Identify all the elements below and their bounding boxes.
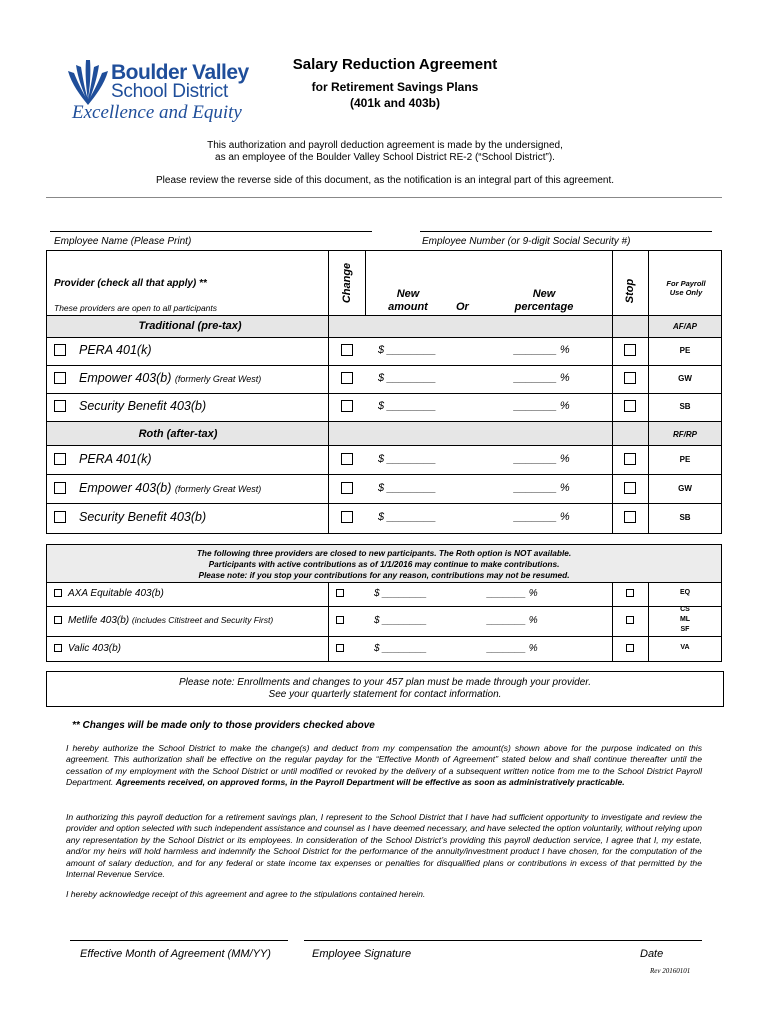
date-label: Date <box>640 948 664 960</box>
roth-payroll-code: PE <box>679 455 691 464</box>
roth-stop-checkbox[interactable] <box>624 453 636 465</box>
provider-header: Provider (check all that apply) ** <box>54 278 207 289</box>
closed-provider-checkbox[interactable] <box>54 644 62 652</box>
logo-line3: Excellence and Equity <box>72 102 242 123</box>
note-457-line2: See your quarterly statement for contact information. <box>268 689 502 700</box>
closed-stop-checkbox[interactable] <box>626 616 634 624</box>
closed-payroll-code: VA <box>680 644 690 651</box>
closed-provider-name <box>68 588 164 599</box>
note-457-line1: Please note: Enrollments and changes to your 457 plan must be made through your provider. <box>178 677 592 688</box>
roth-provider-checkbox[interactable] <box>54 453 66 465</box>
effective-month-label: Effective Month of Agreement (MM/YY) <box>80 948 271 960</box>
traditional-stop-checkbox[interactable] <box>624 400 636 412</box>
closed-amount-field[interactable]: $ ________ <box>374 615 427 626</box>
provider-note: (formerly Great West) <box>174 484 262 494</box>
closed-provider-name-text: Metlife 403(b) <box>68 615 130 626</box>
traditional-change-checkbox[interactable] <box>341 400 353 412</box>
changes-note: ** Changes will be made only to those providers checked above <box>72 720 375 731</box>
open-providers-note: These providers are open to all participants <box>54 303 218 313</box>
closed-percentage-field[interactable]: _______ % <box>487 588 538 599</box>
signature-label: Employee Signature <box>312 948 412 960</box>
traditional-provider-name <box>79 343 151 357</box>
closed-note-3: Please note: if you stop your contributions for any reason, contributions may not be resumed. <box>198 570 570 580</box>
payroll-header-2: Use Only <box>669 288 703 297</box>
closed-payroll-code: CS <box>680 606 690 613</box>
closed-stop-checkbox[interactable] <box>626 589 634 597</box>
roth-percentage-field[interactable]: _______ % <box>514 511 570 523</box>
logo-line2: School District <box>111 81 228 102</box>
traditional-provider-name <box>79 399 206 413</box>
roth-provider-checkbox[interactable] <box>54 482 66 494</box>
traditional-provider-checkbox[interactable] <box>54 344 66 356</box>
new-amount-header-2: amount <box>388 301 428 313</box>
closed-provider-name <box>68 615 273 626</box>
employee-number-label: Employee Number (or 9-digit Social Security #) <box>422 236 631 247</box>
roth-amount-field[interactable]: $ ________ <box>378 482 437 494</box>
header-divider <box>46 197 722 198</box>
intro-line-2: as an employee of the Boulder Valley School District RE-2 (“School District”). <box>215 152 555 163</box>
logo-line1: Boulder Valley <box>111 61 249 84</box>
reverse-notice: Please review the reverse side of this document, as the notification is an integral part of this agreement. <box>155 175 615 186</box>
roth-section-title: Roth (after-tax) <box>138 428 218 440</box>
roth-stop-checkbox[interactable] <box>624 511 636 523</box>
traditional-payroll-code: GW <box>678 374 692 383</box>
employee-number-line[interactable] <box>420 231 712 232</box>
traditional-stop-checkbox[interactable] <box>624 372 636 384</box>
closed-provider-checkbox[interactable] <box>54 616 62 624</box>
page-title: Salary Reduction Agreement <box>292 56 498 73</box>
authorization-paragraph <box>66 743 702 789</box>
roth-amount-field[interactable]: $ ________ <box>378 453 437 465</box>
roth-provider-name <box>79 481 261 495</box>
traditional-payroll-code: PE <box>679 346 691 355</box>
authorization-effective-text: Agreements received, on approved forms, in the Payroll Department will be effective as soon as administratively practicable. <box>115 777 625 788</box>
provider-name-text: Security Benefit 403(b) <box>79 510 207 524</box>
new-pct-header-1: New <box>532 288 556 300</box>
district-logo-icon <box>66 57 110 107</box>
or-header: Or <box>456 301 469 313</box>
provider-name-text: Security Benefit 403(b) <box>79 399 207 413</box>
closed-percentage-field[interactable]: _______ % <box>487 643 538 654</box>
roth-provider-name <box>79 510 206 524</box>
roth-change-checkbox[interactable] <box>341 453 353 465</box>
closed-note-2: Participants with active contributions as of 1/1/2016 may continue to make contributions. <box>208 559 560 569</box>
closed-change-checkbox[interactable] <box>336 589 344 597</box>
new-pct-header-2: percentage <box>514 301 574 313</box>
closed-provider-checkbox[interactable] <box>54 589 62 597</box>
traditional-amount-field[interactable]: $ ________ <box>378 344 437 356</box>
roth-percentage-field[interactable]: _______ % <box>514 482 570 494</box>
employee-name-line[interactable] <box>50 231 372 232</box>
traditional-provider-checkbox[interactable] <box>54 372 66 384</box>
traditional-percentage-field[interactable]: _______ % <box>514 400 570 412</box>
roth-code: RF/RP <box>673 430 697 439</box>
closed-provider-name-text: AXA Equitable 403(b) <box>68 588 164 599</box>
closed-percentage-field[interactable]: _______ % <box>487 615 538 626</box>
roth-stop-checkbox[interactable] <box>624 482 636 494</box>
representation-paragraph: In authorizing this payroll deduction for a retirement savings plan, I represent to the School District that I have had sufficient opportunity to investigate and review the provider and option selected with such independent assistance and counsel as I have deemed necessary, and have selected the option voluntarily, without relying upon any representation by the School District or its employees. In consideration of the School District’s providing this payroll deduction service, I agree that I, my estate, and/or my heirs will hold harmless and indemnify the School District for the performance of the annuity/investment product I have chosen, for the computation of the amount of salary deduction, and for any federal or state income tax expenses or penalties for disqualified plans or contributions in excess of that permitted by the Internal Revenue Service. <box>66 812 702 880</box>
employee-name-label: Employee Name (Please Print) <box>54 236 192 247</box>
closed-note-1: The following three providers are closed to new participants. The Roth option is NOT available. <box>196 548 572 558</box>
provider-name-text: PERA 401(k) <box>79 343 152 357</box>
closed-change-checkbox[interactable] <box>336 644 344 652</box>
provider-name-text: Empower 403(b) <box>79 481 172 495</box>
traditional-change-checkbox[interactable] <box>341 372 353 384</box>
provider-note: (formerly Great West) <box>174 374 262 384</box>
signature-line[interactable] <box>304 940 702 941</box>
acknowledgement-paragraph: I hereby acknowledge receipt of this agreement and agree to the stipulations contained herein. <box>66 889 426 899</box>
stop-column-header: Stop <box>624 278 636 304</box>
closed-payroll-code: SF <box>680 626 690 633</box>
closed-payroll-code: EQ <box>679 589 691 596</box>
roth-provider-checkbox[interactable] <box>54 511 66 523</box>
roth-provider-name <box>79 452 151 466</box>
closed-provider-note: (includes Citistreet and Security First) <box>131 615 274 625</box>
closed-amount-field[interactable]: $ ________ <box>374 643 427 654</box>
intro-line-1: This authorization and payroll deduction agreement is made by the undersigned, <box>207 140 563 151</box>
traditional-code: AF/AP <box>673 322 697 331</box>
traditional-stop-checkbox[interactable] <box>624 344 636 356</box>
traditional-change-checkbox[interactable] <box>341 344 353 356</box>
roth-payroll-code: GW <box>678 484 692 493</box>
change-column-header: Change <box>341 262 353 304</box>
closed-change-checkbox[interactable] <box>336 616 344 624</box>
closed-provider-name-text: Valic 403(b) <box>68 643 121 654</box>
traditional-payroll-code: SB <box>679 402 691 411</box>
payroll-header-1: For Payroll <box>666 279 706 288</box>
provider-name-text: PERA 401(k) <box>79 452 152 466</box>
closed-payroll-code: ML <box>679 616 691 623</box>
roth-change-checkbox[interactable] <box>341 482 353 494</box>
traditional-amount-field[interactable]: $ ________ <box>378 400 437 412</box>
roth-percentage-field[interactable]: _______ % <box>514 453 570 465</box>
revision-label: Rev 20160101 <box>650 967 691 975</box>
traditional-amount-field[interactable]: $ ________ <box>378 372 437 384</box>
roth-change-checkbox[interactable] <box>341 511 353 523</box>
new-amount-header-1: New <box>396 288 420 300</box>
provider-name-text: Empower 403(b) <box>79 371 172 385</box>
traditional-percentage-field[interactable]: _______ % <box>514 344 570 356</box>
roth-amount-field[interactable]: $ ________ <box>378 511 437 523</box>
roth-payroll-code: SB <box>679 513 691 522</box>
page-subtitle-1: for Retirement Savings Plans <box>311 80 479 94</box>
traditional-percentage-field[interactable]: _______ % <box>514 372 570 384</box>
page-subtitle-2: (401k and 403b) <box>349 96 441 110</box>
traditional-section-title: Traditional (pre-tax) <box>138 320 242 332</box>
authorization-text: I hereby authorize the School District to make the change(s) and deduct from my compensation the amount(s) shown above for the purpose indicated on this agreement. This authorization shall be effective on the regular payday for the “Effective Month of Agreement” stated below and shall continue thereafter until the cessation of my employment with the School District or until modified or revoked by the delivery of a subsequent written notice from me to the School District Payroll Department. <box>66 743 702 788</box>
closed-stop-checkbox[interactable] <box>626 644 634 652</box>
traditional-provider-name <box>79 371 261 385</box>
closed-provider-name <box>68 643 121 654</box>
effective-month-line[interactable] <box>70 940 288 941</box>
traditional-provider-checkbox[interactable] <box>54 400 66 412</box>
closed-amount-field[interactable]: $ ________ <box>374 588 427 599</box>
